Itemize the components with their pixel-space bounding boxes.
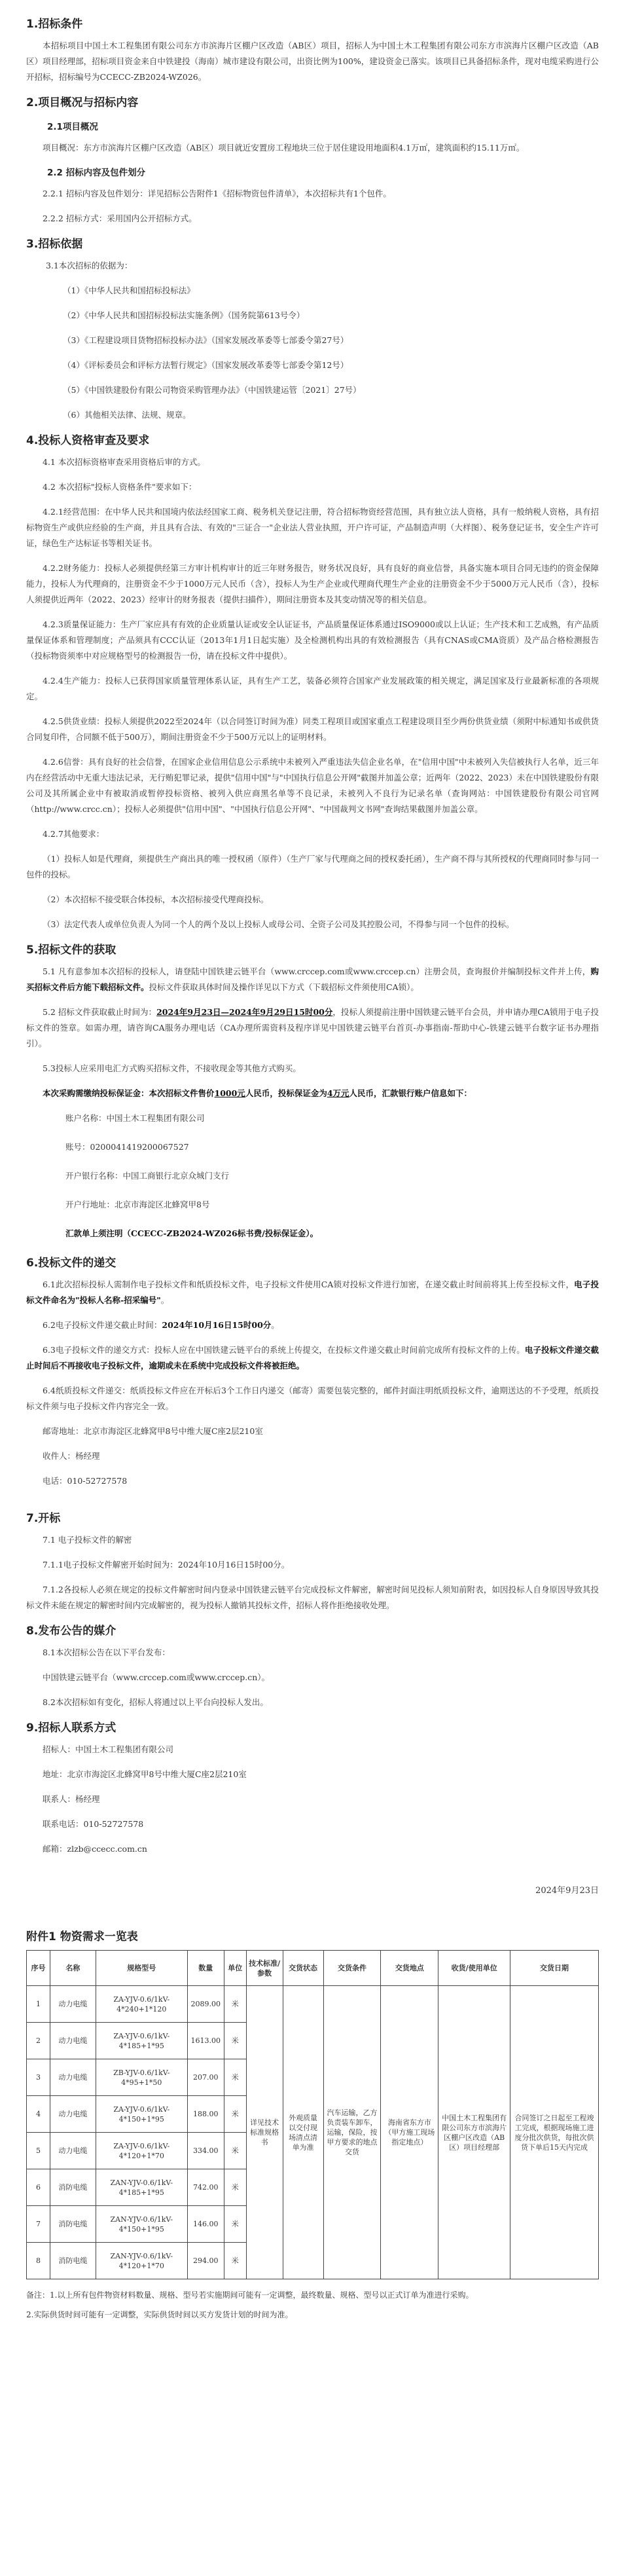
cell-spec: ZAN-YJV-0.6/1kV-4*150+1*95 <box>96 2206 187 2243</box>
obtain-5-1-text: 5.1 凡有意参加本次招标的投标人，请登陆中国铁建云链平台（www.crccep.com或www.crccep.cn）注册会员，查询报价并编制投标文件并上传， <box>43 966 591 976</box>
submit-6-2 <box>26 1317 599 1333</box>
deposit-info <box>26 1086 599 1101</box>
qualification-4-2-4: 4.2.4生产能力：投标人已获得国家质量管理体系认证，具有生产工艺，装备必须符合国家产业发展政策的相关规定，满足国家及行业最新标准的各项规定。 <box>26 676 599 701</box>
cell-index: 5 <box>27 2133 50 2169</box>
media-8-2: 8.2本次招标如有变化，招标人将通过以上平台向投标人发出。 <box>43 1697 268 1707</box>
cell-tech-standard: 详见技术标准规格书 <box>246 1986 283 2279</box>
cell-receiving-unit: 中国土木工程集团有限公司东方市滨海片区棚户区改造（AB区）项目经理部 <box>438 1986 510 2279</box>
cell-unit: 米 <box>224 2023 246 2059</box>
basis-intro: 3.1本次招标的依据为： <box>46 261 133 270</box>
cell-delivery-date: 合同签订之日起至工程竣工完成，根据现场施工进度分批次供货，每批次供货下单后15天内完成 <box>510 1986 599 2279</box>
col-header: 交货地点 <box>381 1951 438 1986</box>
qualification-4-1: 4.1 本次招标资格审查采用资格后审的方式。 <box>43 457 205 467</box>
section-7-title: 7.开标 <box>26 1512 61 1525</box>
cell-delivery-condition: 汽车运输，乙方负责装车卸车，运输，保险，按甲方要求的地点交货 <box>323 1986 381 2279</box>
cell-delivery-state: 外观质量以交付现场清点清单为准 <box>283 1986 323 2279</box>
obtain-5-1-tail: 投标文件获取具体时间及操作详见以下方式（下载招标文件须使用CA锁）。 <box>149 982 419 992</box>
cell-spec: ZAN-YJV-0.6/1kV-4*185+1*95 <box>96 2169 187 2206</box>
cell-name: 动力电缆 <box>50 1986 96 2023</box>
submit-6-1 <box>26 1277 599 1308</box>
cell-delivery-place: 海南省东方市（甲方施工现场指定地点） <box>381 1986 438 2279</box>
cell-name: 消防电缆 <box>50 2169 96 2206</box>
cell-unit: 米 <box>224 2096 246 2133</box>
cell-index: 7 <box>27 2206 50 2243</box>
other-requirement-item: （1）投标人如是代理商，须提供生产商出具的唯一授权函（原件）（生产厂家与代理商之间的授权委托函），生产商不得与其所授权的代理商同时参与同一包件的投标。 <box>26 854 599 879</box>
basis-item: （3）《工程建设项目货物招标投标办法》（国家发展改革委等七部委令第27号） <box>63 335 349 345</box>
submit-6-1-tail: 。 <box>160 1295 170 1305</box>
contact-person: 联系人：杨经理 <box>43 1794 100 1804</box>
bank-name: 开户银行名称：中国工商银行北京众城门支行 <box>65 1171 230 1181</box>
col-header: 交货日期 <box>510 1951 599 1986</box>
col-header: 交货条件 <box>323 1951 381 1986</box>
opening-7-1-1: 7.1.1电子投标文件解密开始时间为：2024年10月16日15时00分。 <box>43 1560 290 1570</box>
cell-qty: 1613.00 <box>187 2023 224 2059</box>
mailing-address: 邮寄地址：北京市海淀区北蜂窝甲8号中维大厦C座2层210室 <box>43 1426 263 1436</box>
contact-address: 地址：北京市海淀区北蜂窝甲8号中维大厦C座2层210室 <box>43 1769 247 1779</box>
submit-6-3 <box>26 1342 599 1374</box>
qualification-4-2-5: 4.2.5供货业绩：投标人须提供2022至2024年（以合同签订时间为准）同类工程项目或国家重点工程建设项目至少两份供货业绩（须附中标通知书或供货合同复印件，合同额不低于500万），期间注册资金不少于500万元以上的证明材料。 <box>26 716 599 742</box>
cell-qty: 294.00 <box>187 2243 224 2279</box>
col-header: 规格型号 <box>96 1951 187 1986</box>
cell-spec: ZA-YJV-0.6/1kV-4*150+1*95 <box>96 2096 187 2133</box>
qualification-4-2-3: 4.2.3质量保证能力：生产厂家应具有有效的企业质量认证或安全认证证书，产品质量保证体系通过ISO9000或以上认证；生产技术和工艺成熟，有产品质量保证体系和管理制度；产品须具有CCC认证（2013年1月1日起实施）及全检测机构出具的有效检测报告（具有CNAS或CMA资质）及产品合格检测报告（投标物资须率中对应规格型号的检测报告一份，请在投标文件中提供）。 <box>26 619 599 661</box>
basis-item: （1）《中华人民共和国招标投标法》 <box>63 285 195 295</box>
cell-spec: ZA-YJV-0.6/1kV-4*240+1*120 <box>96 1986 187 2023</box>
cell-name: 动力电缆 <box>50 2096 96 2133</box>
opening-7-1-2: 7.1.2各投标人必须在规定的投标文件解密时间内登录中国铁建云链平台完成投标文件解密，解密时间见投标人须知前附表，如因投标人自身原因导致其投标文件未能在规定的解密时间内完成解密的，视为投标人撤销其投标文件，招标人将作拒绝接收处理。 <box>26 1585 599 1610</box>
col-header: 交货状态 <box>283 1951 323 1986</box>
bank-account-number: 账号：0200041419200067527 <box>65 1142 189 1152</box>
goods-table <box>26 1950 599 2279</box>
deposit-text-a: 本次采购需缴纳投标保证金：本次招标文件售价 <box>43 1088 215 1098</box>
table-header-row <box>27 1951 599 1986</box>
deposit-text-c: 人民币，汇款银行账户信息如下： <box>349 1088 473 1098</box>
other-requirement-item: （2）本次招标不接受联合体投标，本次招标接受代理商投标。 <box>43 894 269 904</box>
section-2-title: 2.项目概况与招标内容 <box>26 96 139 109</box>
cell-qty: 188.00 <box>187 2096 224 2133</box>
submit-6-1-bold: 电子投标文件命名为"投标人名称-招采编号" <box>26 1279 599 1305</box>
section-4-title: 4.投标人资格审查及要求 <box>26 434 150 447</box>
basis-item: （6）其他相关法律、法规、规章。 <box>63 410 191 420</box>
subsection-2-1-title: 2.1项目概况 <box>47 122 98 132</box>
section-3-title: 3.招标依据 <box>26 238 83 251</box>
qualification-4-2-2: 4.2.2财务能力：投标人必须提供经第三方审计机构审计的近三年财务报告，财务状况良好，具有良好的商业信誉，具备实施本项目合同无违约的资金保障能力，投标人为代理商的，注册资金不少于1000万元人民币（含），投标人为生产企业或代理商代理生产企业的注册资金不少于5000万元人民币（含），投标人须提供近两年（2022、2023）经审计的财务报表（提供扫描件），期间注册资本及其变动情况等的相关信息。 <box>26 563 599 604</box>
col-header: 名称 <box>50 1951 96 1986</box>
submit-6-4: 6.4纸质投标文件递交：纸质投标文件应在开标后3个工作日内递交（邮寄）需要包装完整的，邮件封面注明纸质投标文件，逾期送达的不予受理，纸质投标文件须与电子投标文件内容完全一致。 <box>26 1386 599 1411</box>
table-row <box>27 1986 599 2023</box>
cell-qty: 334.00 <box>187 2133 224 2169</box>
appendix-title: 附件1 物资需求一览表 <box>26 1930 138 1943</box>
contact-phone: 联系电话：010-52727578 <box>43 1819 144 1829</box>
submit-6-3-bold: 电子投标文件递交截止时间后不再接收电子投标文件，逾期或未在系统中完成投标文件将被拒绝。 <box>26 1345 599 1371</box>
cell-qty: 146.00 <box>187 2206 224 2243</box>
cell-qty: 207.00 <box>187 2059 224 2096</box>
qualification-4-2-7: 4.2.7其他要求： <box>43 829 105 839</box>
cell-index: 1 <box>27 1986 50 2023</box>
cell-spec: ZAN-YJV-0.6/1kV-4*120+1*70 <box>96 2243 187 2279</box>
section-1-title: 1.招标条件 <box>26 18 83 31</box>
cell-name: 动力电缆 <box>50 2059 96 2096</box>
mail-phone: 电话：010-52727578 <box>43 1476 128 1486</box>
bank-address: 开户行地址：北京市海淀区北蜂窝甲8号 <box>65 1200 210 1209</box>
cell-index: 3 <box>27 2059 50 2096</box>
contact-email: 邮箱：zlzb@ccecc.com.cn <box>43 1844 147 1854</box>
table-note: 2.实际供货时间可能有一定调整，实际供货时间以买方发货计划的时间为准。 <box>26 2310 293 2319</box>
other-requirement-item: （3）法定代表人或单位负责人为同一个人的两个及以上投标人或母公司、全资子公司及其控股公司，不得参与同一个包件的投标。 <box>43 919 514 929</box>
table-notes <box>26 2287 599 2323</box>
obtain-deadline-label: 5.2 招标文件获取截止时间为： <box>43 1007 157 1017</box>
announcement-date: 2024年9月23日 <box>535 1886 599 1896</box>
cell-index: 8 <box>27 2243 50 2279</box>
cell-name: 消防电缆 <box>50 2206 96 2243</box>
subsection-2-2-title: 2.2 招标内容及包件划分 <box>47 168 146 178</box>
deposit-text-b: 人民币，投标保证金为 <box>245 1088 327 1098</box>
cell-name: 消防电缆 <box>50 2243 96 2279</box>
qualification-4-2-6: 4.2.6信誉：具有良好的社会信誉，在国家企业信用信息公示系统中未被列入严重违法失信企业名单，在"信用中国"中未被列入失信被执行人名单，近三年内在经营活动中无重大违法记录，无行贿犯罪记录，提供"信用中国"与"中国执行信息公开网"截图并加盖公章；近两年（2022、2023）未在中国铁建股份有限公司及其所属企业中有被取消或暂停投标资格、被列入供应商黑名单等不良记录，未被列入不良行为记录名单（查询网站：中国铁建股份有限公司官网（http://www.crcc.cn）；投标人必须提供"信用中国"、"中国执行信息公开网"、"中国裁判文书网"查询结果截图并加盖公章。 <box>26 757 599 814</box>
cell-index: 4 <box>27 2096 50 2133</box>
remittance-note: 汇款单上须注明（CCECC-ZB2024-WZ026标书费/投标保证金）。 <box>65 1228 319 1238</box>
obtain-5-1 <box>26 964 599 995</box>
cell-spec: ZA-YJV-0.6/1kV-4*185+1*95 <box>96 2023 187 2059</box>
obtain-5-3: 5.3投标人应采用电汇方式购买招标文件，不接收现金等其他方式购买。 <box>43 1063 301 1073</box>
qualification-4-2: 4.2 本次招标"投标人资格条件"要求如下： <box>43 482 197 492</box>
obtain-deadline-value: 2024年9月23日—2024年9月29日15时00分 <box>156 1007 333 1017</box>
deposit-amount: 4万元 <box>327 1088 349 1098</box>
cell-index: 2 <box>27 2023 50 2059</box>
col-header: 技术标准/参数 <box>246 1951 283 1986</box>
bank-account-info <box>26 1111 599 1242</box>
bid-method-text: 2.2.2 招标方式：采用国内公开招标方式。 <box>43 213 197 223</box>
contact-tenderee: 招标人：中国土木工程集团有限公司 <box>43 1744 174 1754</box>
obtain-5-2 <box>26 1004 599 1052</box>
table-note: 备注：1.以上所有包件物资材料数量、规格、型号若实施期间可能有一定调整，最终数量、规格、型号以正式订单为准进行采购。 <box>26 2291 474 2300</box>
obtain-5-1-bold: 购买招标文件后方能下载招标文件。 <box>26 966 599 992</box>
col-header: 数量 <box>187 1951 224 1986</box>
submit-6-2-tail: 。 <box>271 1320 279 1330</box>
cell-spec: ZB-YJV-0.6/1kV-4*95+1*50 <box>96 2059 187 2096</box>
submit-deadline-value: 2024年10月16日15时00分 <box>162 1320 272 1330</box>
media-platform: 中国铁建云链平台（www.crccep.com或www.crccep.cn）。 <box>43 1672 270 1682</box>
mail-recipient: 收件人：杨经理 <box>43 1451 100 1461</box>
col-header: 收货/使用单位 <box>438 1951 510 1986</box>
basis-item: （2）《中华人民共和国招标投标法实施条例》（国务院第613号令） <box>63 310 305 320</box>
cell-unit: 米 <box>224 2206 246 2243</box>
cell-unit: 米 <box>224 1986 246 2023</box>
cell-qty: 2089.00 <box>187 1986 224 2023</box>
submit-6-3-text: 6.3电子投标文件的递交方式：投标人应在中国铁建云链平台的系统上传提交，在投标文件递交截止时间前完成所有投标文件的上传。 <box>43 1345 525 1355</box>
section-8-title: 8.发布公告的媒介 <box>26 1625 116 1638</box>
section-6-title: 6.投标文件的递交 <box>26 1257 116 1270</box>
bid-content-text: 2.2.1 招标内容及包件划分：详见招标公告附件1《招标物资包件清单》，本次招标共有1个包件。 <box>43 189 391 198</box>
bank-account-name: 账户名称：中国土木工程集团有限公司 <box>65 1113 205 1123</box>
submit-6-1-text: 6.1此次招标投标人需制作电子投标文件和纸质投标文件，电子投标文件使用CA锁对投标文件进行加密，在递交截止时间前将其上传至投标文件， <box>43 1279 575 1289</box>
cell-index: 6 <box>27 2169 50 2206</box>
project-overview-text: 项目概况：东方市滨海片区棚户区改造（AB区）项目就近安置房工程地块三位于居住建设用地面积4.1万㎡，建筑面积约15.11万㎡。 <box>43 143 525 153</box>
cell-unit: 米 <box>224 2169 246 2206</box>
cell-name: 动力电缆 <box>50 2133 96 2169</box>
basis-item: （5）《中国铁建股份有限公司物资采购管理办法》（中国铁建运管〔2021〕27号） <box>63 385 361 395</box>
cell-spec: ZA-YJV-0.6/1kV-4*120+1*70 <box>96 2133 187 2169</box>
document-price: 1000元 <box>214 1088 245 1098</box>
media-8-1: 8.1本次招标公告在以下平台发布： <box>43 1647 170 1657</box>
cell-name: 动力电缆 <box>50 2023 96 2059</box>
submit-deadline-label: 6.2电子投标文件递交截止时间： <box>43 1320 162 1330</box>
basis-item: （4）《评标委员会和评标方法暂行规定》（国家发展改革委等七部委令第12号） <box>63 360 349 370</box>
cell-unit: 米 <box>224 2243 246 2279</box>
cell-unit: 米 <box>224 2059 246 2096</box>
cell-qty: 742.00 <box>187 2169 224 2206</box>
qualification-4-2-1: 4.2.1经营范围：在中华人民共和国境内依法经国家工商、税务机关登记注册，符合招标物资经营范围，具有独立法人资格，具有一般纳税人资格，具有招标物资生产或供应经验的生产商，并且具有合法、有效的"三证合一"企业法人营业执照，开户许可证，产品制造声明（大样图）、税务登记证书，安全生产许可证，绿色生产达标证书等相关证书。 <box>26 507 599 548</box>
opening-7-1: 7.1 电子投标文件的解密 <box>43 1535 132 1545</box>
section-9-title: 9.招标人联系方式 <box>26 1721 116 1735</box>
obtain-5-2-tail: ，投标人须提前注册中国铁建云链平台会员，并申请办理CA锁用于电子投标文件的签章。如需办理，请咨询CA服务办理电话（CA办理所需资料及程序详见中国铁建云链平台首页-办事指南-帮助中心-铁建云链平台数字证书办理指引）。 <box>26 1007 599 1048</box>
section-1-text: 本招标项目中国土木工程集团有限公司东方市滨海片区棚户区改造（AB区）项目，招标人为中国土木工程集团有限公司东方市滨海片区棚户区改造（AB区）项目经理部，招标项目资金来自中铁建投（海南）城市建设有限公司，出资比例为100%，建设资金已落实。该项目已具备招标条件，现对电缆采购进行公开招标，招标编号为CCECC-ZB2024-WZ026。 <box>26 41 599 82</box>
col-header: 序号 <box>27 1951 50 1986</box>
section-5-title: 5.招标文件的获取 <box>26 944 116 957</box>
col-header: 单位 <box>224 1951 246 1986</box>
cell-unit: 米 <box>224 2133 246 2169</box>
